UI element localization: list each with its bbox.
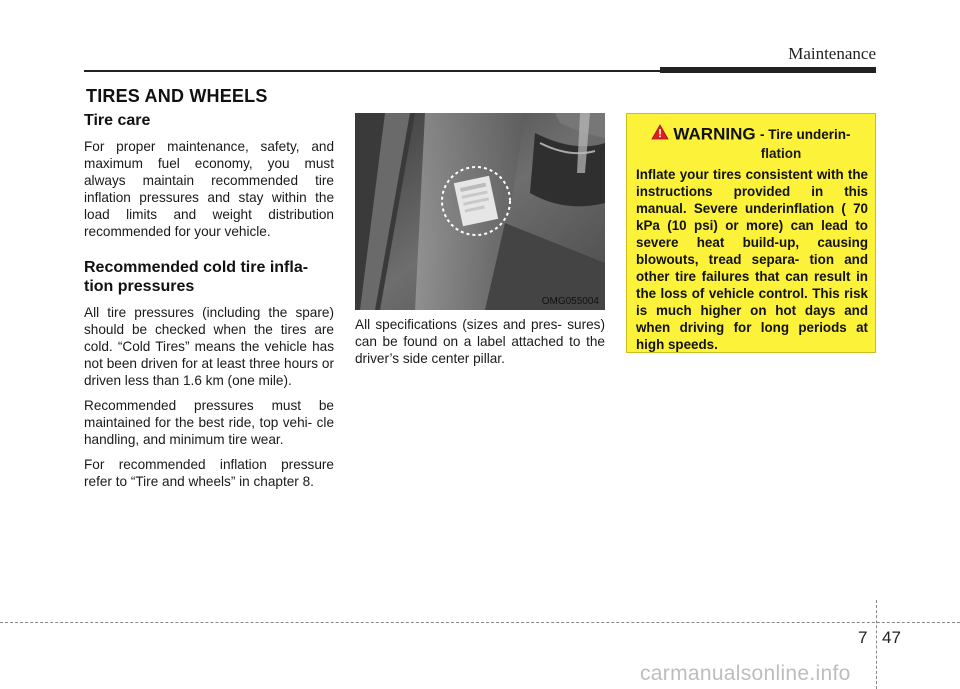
door-pillar-illustration <box>355 113 605 310</box>
paragraph-label-location: All specifications (sizes and pres- sures) can be found on a label attached to the driver’s side center pillar. <box>355 317 605 366</box>
warning-subtitle: - Tire underin- <box>760 127 851 142</box>
warning-triangle-icon <box>651 124 669 145</box>
left-column <box>84 111 334 498</box>
heading-tire-care: Tire care <box>84 112 151 129</box>
footer-divider <box>0 622 960 623</box>
warning-word: WARNING <box>673 124 756 144</box>
door-pillar-photo <box>355 113 605 310</box>
warning-header <box>627 124 875 161</box>
warning-body: Inflate your tires consistent with the instructions provided in this manual. Severe underinflation ( 70 kPa (10 psi) or more) can lead to severe heat build-up, causing blowouts, tread separa- tion and other tire failures that can result in the loss of vehicle control. This risk is much higher on hot days and when driving for long periods at high speeds. <box>636 167 868 352</box>
middle-column <box>355 316 605 375</box>
page-number: 47 <box>882 628 901 647</box>
paragraph-recommended-pressures: Recommended pressures must be maintained for the best ride, top vehi- cle handling, and minimum tire wear. <box>84 398 334 447</box>
warning-subtitle-continued: flation <box>760 146 802 161</box>
warning-box <box>626 113 876 353</box>
section-title: TIRES AND WHEELS <box>86 86 268 106</box>
heading-cold-tire-pressures: Recommended cold tire infla- tion pressures <box>84 259 309 295</box>
footer-vertical-divider <box>876 600 877 689</box>
paragraph-cold-tires: All tire pressures (including the spare) should be checked when the tires are cold. “Cold Tires” means the vehicle has not been driven for at least three hours or driven less than 1.6 km (one mile). <box>84 305 334 388</box>
image-caption: OMG055004 <box>541 296 599 307</box>
watermark: carmanualsonline.info <box>640 662 851 685</box>
header-rule-accent <box>660 67 876 73</box>
paragraph-tire-care: For proper maintenance, safety, and maximum fuel economy, you must always maintain recommended tire inflation pressures and stay within the load limits and weight distribution recommended for your vehicle. <box>84 139 334 239</box>
chapter-number: 7 <box>858 628 868 647</box>
header-title: Maintenance <box>788 44 876 63</box>
paragraph-refer-chapter: For recommended inflation pressure refer to “Tire and wheels” in chapter 8. <box>84 457 334 489</box>
